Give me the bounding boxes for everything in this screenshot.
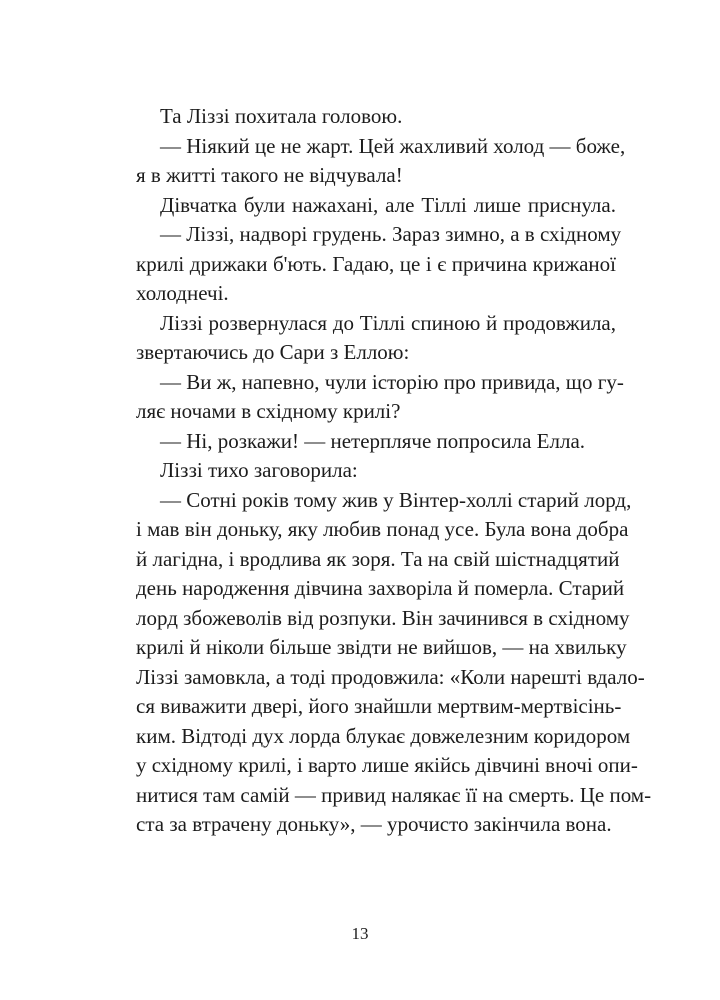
text-line: крилі й ніколи більше звідти не вийшов, — на хвильку xyxy=(136,635,627,659)
page-body-text xyxy=(136,102,652,840)
text-line: я в житті такого не відчувала! xyxy=(136,163,403,187)
text-line: Ліззі замовкла, а тоді продовжила: «Коли нарешті вдало- xyxy=(136,664,645,689)
text-line: — Сотні років тому жив у Вінтер-холлі старий лорд, xyxy=(160,487,632,512)
text-line: і мав він доньку, яку любив понад усе. Була вона добра xyxy=(136,517,629,541)
text-line: день народження дівчина захворіла й померла. Старий xyxy=(136,576,625,600)
text-line: Ліззі тихо заговорила: xyxy=(160,458,358,482)
text-line: лорд збожеволів від розпуки. Він зачинився в східному xyxy=(136,605,630,630)
text-line: — Ні, розкажи! — нетерпляче попросила Елла. xyxy=(160,428,586,453)
text-line: крилі дрижаки б'ють. Гадаю, це і є причина крижаної xyxy=(136,251,616,276)
text-line: Дівчатка були нажахані, але Тіллі лише приснула. xyxy=(160,192,616,217)
text-line: ляє ночами в східному крилі? xyxy=(136,399,401,423)
text-line: звертаючись до Сари з Еллою: xyxy=(136,340,410,364)
text-line: ким. Відтоді дух лорда блукає довжелезним коридором xyxy=(136,723,631,748)
text-line: Ліззі розвернулася до Тіллі спиною й продовжила, xyxy=(160,310,616,335)
text-line: — Ви ж, напевно, чули історію про привида, що гу- xyxy=(160,369,624,394)
text-line: Та Ліззі похитала головою. xyxy=(160,104,403,128)
text-line: — Ніякий це не жарт. Цей жахливий холод — боже, xyxy=(160,133,626,158)
text-line: й лагідна, і вродлива як зоря. Та на свій шістнадцятий xyxy=(136,546,620,571)
text-line: ста за втрачену доньку», — урочисто закінчила вона. xyxy=(136,812,612,836)
text-line: у східному крилі, і варто лише якійсь дівчині вночі опи- xyxy=(136,753,638,777)
text-line: — Ліззі, надворі грудень. Зараз зимно, а в східному xyxy=(160,222,622,246)
text-line: нитися там самій — привид налякає її на смерть. Це пом- xyxy=(136,782,652,807)
text-line: холоднечі. xyxy=(136,281,229,305)
page-number: 13 xyxy=(351,924,369,943)
text-line: ся виважити двері, його знайшли мертвим-мертвісінь- xyxy=(136,694,622,718)
